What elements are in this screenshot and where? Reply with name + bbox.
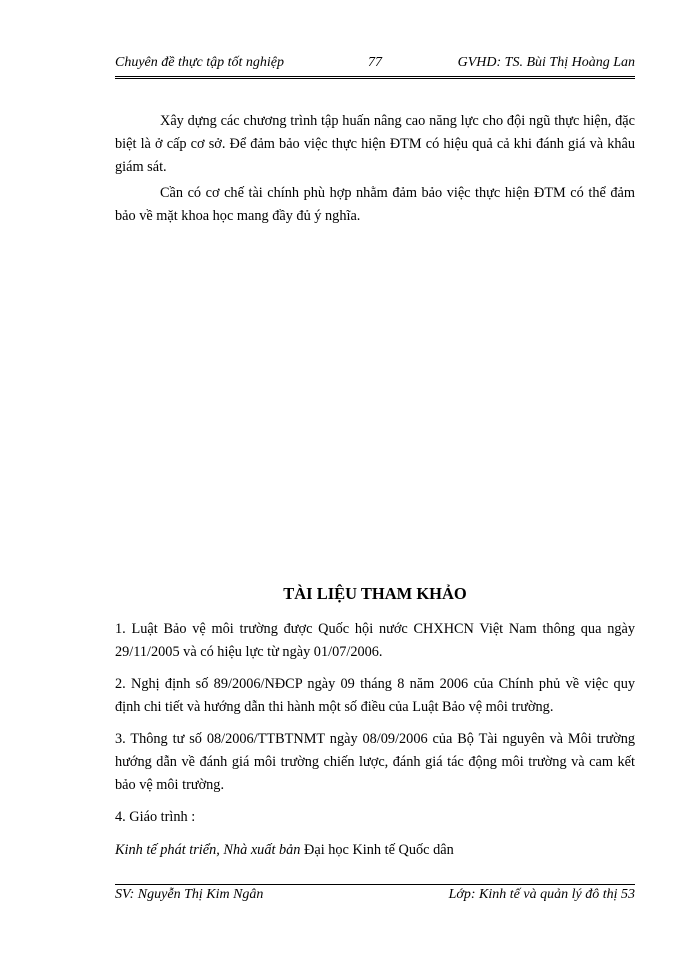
references-list [115, 618, 635, 871]
page-footer [115, 887, 635, 907]
body-paragraph-2: Cần có cơ chế tài chính phù hợp nhằm đảm bảo việc thực hiện ĐTM có thể đảm bảo về mặt khoa học mang đầy đủ ý nghĩa. [115, 185, 635, 224]
reference-book [115, 839, 635, 862]
reference-item-4: 4. Giáo trình : [115, 809, 196, 825]
footer-class: Lớp: Kinh tế và quản lý đô thị 53 [448, 887, 635, 902]
header-divider [115, 76, 635, 79]
footer-student: SV: Nguyễn Thị Kim Ngân [115, 887, 264, 902]
references-heading: TÀI LIỆU THAM KHẢO [283, 584, 467, 603]
footer-divider [115, 884, 635, 885]
reference-item-3: 3. Thông tư số 08/2006/TTBTNMT ngày 08/09/2006 của Bộ Tài nguyên và Môi trường hướng dẫn về đánh giá môi trường chiến lược, đánh giá tác động môi trường và cam kết bảo vệ môi trường. [115, 731, 635, 793]
header-page-number: 77 [368, 55, 382, 70]
reference-book-title: Kinh tế phát triển, Nhà xuất bản [115, 842, 301, 858]
reference-book-publisher: Đại học Kinh tế Quốc dân [300, 842, 454, 858]
reference-item-1: 1. Luật Bảo vệ môi trường được Quốc hội nước CHXHCN Việt Nam thông qua ngày 29/11/2005 và có hiệu lực từ ngày 01/07/2006. [115, 621, 635, 660]
reference-item-2: 2. Nghị định số 89/2006/NĐCP ngày 09 tháng 8 năm 2006 của Chính phủ về việc quy định chi tiết và hướng dẫn thi hành một số điều của Luật Bảo vệ môi trường. [115, 676, 635, 715]
page-header [115, 55, 635, 75]
body-paragraph-1: Xây dựng các chương trình tập huấn nâng cao năng lực cho đội ngũ thực hiện, đặc biệt là ở cấp cơ sở. Để đảm bảo việc thực hiện ĐTM có hiệu quả cả khi đánh giá và khâu giám sát. [115, 113, 635, 175]
header-advisor: GVHD: TS. Bùi Thị Hoàng Lan [457, 55, 635, 70]
header-document-title: Chuyên đề thực tập tốt nghiệp [115, 55, 284, 70]
